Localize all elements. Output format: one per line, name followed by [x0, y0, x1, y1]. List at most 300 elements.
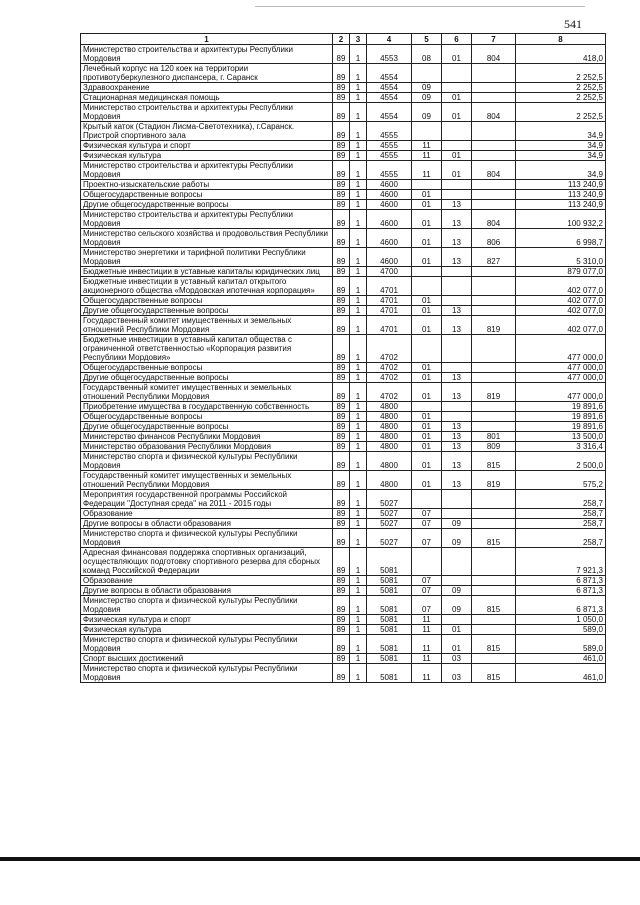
header-cell: 3 — [350, 34, 367, 45]
code-2-cell: 89 — [333, 267, 350, 277]
code-4-cell: 5027 — [367, 490, 412, 509]
code-4-cell: 4800 — [367, 452, 412, 471]
code-5-cell — [412, 180, 442, 190]
code-7-cell: 804 — [472, 103, 516, 122]
table-row — [81, 335, 606, 363]
item-name-cell: Министерство строительства и архитектуры Республики Мордовия — [81, 161, 333, 180]
amount-cell: 7 921,3 — [516, 548, 606, 576]
table-row — [81, 122, 606, 141]
code-3-cell: 1 — [350, 248, 367, 267]
code-2-cell: 89 — [333, 664, 350, 683]
code-2-cell: 89 — [333, 654, 350, 664]
code-6-cell — [442, 509, 472, 519]
code-4-cell: 5081 — [367, 596, 412, 615]
amount-cell: 6 871,3 — [516, 586, 606, 596]
code-2-cell: 89 — [333, 229, 350, 248]
table-header-row — [81, 34, 606, 45]
table-row — [81, 161, 606, 180]
amount-cell: 402 077,0 — [516, 296, 606, 306]
code-2-cell: 89 — [333, 45, 350, 64]
code-6-cell — [442, 267, 472, 277]
table-row — [81, 596, 606, 615]
code-7-cell — [472, 296, 516, 306]
code-7-cell: 804 — [472, 45, 516, 64]
code-5-cell: 11 — [412, 664, 442, 683]
code-3-cell: 1 — [350, 190, 367, 200]
code-4-cell: 4600 — [367, 248, 412, 267]
code-3-cell: 1 — [350, 490, 367, 509]
code-4-cell: 4800 — [367, 402, 412, 412]
table-row — [81, 471, 606, 490]
code-3-cell: 1 — [350, 306, 367, 316]
code-2-cell: 89 — [333, 316, 350, 335]
code-6-cell: 03 — [442, 654, 472, 664]
code-6-cell: 13 — [442, 229, 472, 248]
table-row — [81, 45, 606, 64]
item-name-cell: Проектно-изыскательские работы — [81, 180, 333, 190]
code-3-cell: 1 — [350, 412, 367, 422]
item-name-cell: Лечебный корпус на 120 коек на территории противотуберкулезного диспансера, г. Саранск — [81, 64, 333, 83]
table-row — [81, 363, 606, 373]
code-7-cell — [472, 412, 516, 422]
table-row — [81, 64, 606, 83]
amount-cell: 258,7 — [516, 519, 606, 529]
table-row — [81, 519, 606, 529]
code-2-cell: 89 — [333, 210, 350, 229]
code-7-cell: 819 — [472, 383, 516, 402]
amount-cell: 113 240,9 — [516, 200, 606, 210]
code-2-cell: 89 — [333, 296, 350, 306]
amount-cell: 100 932,2 — [516, 210, 606, 229]
code-7-cell — [472, 625, 516, 635]
code-5-cell: 01 — [412, 306, 442, 316]
code-2-cell: 89 — [333, 103, 350, 122]
item-name-cell: Мероприятия государственной программы Российской Федерации "Доступная среда" на 2011 - 2015 годы — [81, 490, 333, 509]
code-2-cell: 89 — [333, 200, 350, 210]
code-7-cell — [472, 509, 516, 519]
code-5-cell — [412, 548, 442, 576]
amount-cell: 477 000,0 — [516, 363, 606, 373]
code-7-cell — [472, 141, 516, 151]
code-4-cell: 4555 — [367, 161, 412, 180]
code-5-cell: 01 — [412, 432, 442, 442]
code-6-cell — [442, 296, 472, 306]
item-name-cell: Другие общегосударственные вопросы — [81, 422, 333, 432]
amount-cell: 2 252,5 — [516, 64, 606, 83]
amount-cell: 589,0 — [516, 635, 606, 654]
item-name-cell: Общегосударственные вопросы — [81, 412, 333, 422]
item-name-cell: Крытый каток (Стадион Лисма-Светотехника), г.Саранск. Пристрой спортивного зала — [81, 122, 333, 141]
table-row — [81, 442, 606, 452]
code-2-cell: 89 — [333, 471, 350, 490]
item-name-cell: Министерство строительства и архитектуры Республики Мордовия — [81, 103, 333, 122]
item-name-cell: Государственный комитет имущественных и земельных отношений Республики Мордовия — [81, 316, 333, 335]
code-4-cell: 5081 — [367, 576, 412, 586]
code-2-cell: 89 — [333, 452, 350, 471]
code-2-cell: 89 — [333, 519, 350, 529]
code-7-cell — [472, 93, 516, 103]
code-6-cell: 13 — [442, 471, 472, 490]
code-4-cell: 4702 — [367, 383, 412, 402]
code-4-cell: 4701 — [367, 306, 412, 316]
code-3-cell: 1 — [350, 625, 367, 635]
code-6-cell: 13 — [442, 210, 472, 229]
item-name-cell: Министерство спорта и физической культуры Республики Мордовия — [81, 664, 333, 683]
code-6-cell — [442, 277, 472, 296]
code-6-cell — [442, 490, 472, 509]
code-6-cell — [442, 412, 472, 422]
code-4-cell: 5081 — [367, 625, 412, 635]
code-5-cell: 09 — [412, 103, 442, 122]
item-name-cell: Министерство спорта и физической культуры Республики Мордовия — [81, 452, 333, 471]
code-7-cell — [472, 122, 516, 141]
code-4-cell: 5027 — [367, 529, 412, 548]
code-4-cell: 5081 — [367, 586, 412, 596]
code-7-cell — [472, 490, 516, 509]
code-4-cell: 5081 — [367, 664, 412, 683]
code-3-cell: 1 — [350, 383, 367, 402]
code-4-cell: 4800 — [367, 412, 412, 422]
code-7-cell — [472, 586, 516, 596]
amount-cell: 477 000,0 — [516, 373, 606, 383]
budget-table — [80, 33, 606, 683]
item-name-cell: Физическая культура и спорт — [81, 141, 333, 151]
code-6-cell — [442, 402, 472, 412]
code-3-cell: 1 — [350, 615, 367, 625]
code-2-cell: 89 — [333, 83, 350, 93]
amount-cell: 418,0 — [516, 45, 606, 64]
code-3-cell: 1 — [350, 200, 367, 210]
code-4-cell: 4553 — [367, 45, 412, 64]
code-7-cell — [472, 576, 516, 586]
table-row — [81, 296, 606, 306]
code-2-cell: 89 — [333, 412, 350, 422]
code-7-cell: 819 — [472, 316, 516, 335]
table-row — [81, 83, 606, 93]
table-row — [81, 548, 606, 576]
code-3-cell: 1 — [350, 161, 367, 180]
code-3-cell: 1 — [350, 471, 367, 490]
code-3-cell: 1 — [350, 122, 367, 141]
code-4-cell: 4600 — [367, 229, 412, 248]
code-2-cell: 89 — [333, 383, 350, 402]
table-row — [81, 180, 606, 190]
code-2-cell: 89 — [333, 373, 350, 383]
item-name-cell: Образование — [81, 576, 333, 586]
amount-cell: 1 050,0 — [516, 615, 606, 625]
code-2-cell: 89 — [333, 490, 350, 509]
code-3-cell: 1 — [350, 548, 367, 576]
code-6-cell: 01 — [442, 45, 472, 64]
code-6-cell — [442, 122, 472, 141]
amount-cell: 13 500,0 — [516, 432, 606, 442]
code-3-cell: 1 — [350, 586, 367, 596]
item-name-cell: Спорт высших достижений — [81, 654, 333, 664]
item-name-cell: Министерство спорта и физической культуры Республики Мордовия — [81, 596, 333, 615]
code-6-cell: 09 — [442, 596, 472, 615]
code-5-cell: 07 — [412, 596, 442, 615]
code-3-cell: 1 — [350, 103, 367, 122]
code-2-cell: 89 — [333, 122, 350, 141]
code-5-cell: 01 — [412, 210, 442, 229]
code-3-cell: 1 — [350, 363, 367, 373]
code-5-cell: 01 — [412, 296, 442, 306]
code-7-cell: 804 — [472, 161, 516, 180]
amount-cell: 5 310,0 — [516, 248, 606, 267]
code-7-cell — [472, 335, 516, 363]
code-3-cell: 1 — [350, 576, 367, 586]
amount-cell: 113 240,9 — [516, 180, 606, 190]
code-7-cell — [472, 267, 516, 277]
code-6-cell: 13 — [442, 306, 472, 316]
table-row — [81, 93, 606, 103]
code-6-cell — [442, 335, 472, 363]
code-7-cell — [472, 190, 516, 200]
code-4-cell: 4702 — [367, 373, 412, 383]
table-row — [81, 267, 606, 277]
code-6-cell — [442, 141, 472, 151]
amount-cell: 402 077,0 — [516, 277, 606, 296]
code-7-cell: 827 — [472, 248, 516, 267]
code-7-cell — [472, 422, 516, 432]
code-6-cell: 01 — [442, 103, 472, 122]
code-2-cell: 89 — [333, 277, 350, 296]
code-4-cell: 5081 — [367, 654, 412, 664]
code-5-cell: 11 — [412, 151, 442, 161]
code-5-cell: 01 — [412, 422, 442, 432]
code-3-cell: 1 — [350, 64, 367, 83]
code-7-cell: 801 — [472, 432, 516, 442]
code-4-cell: 5081 — [367, 615, 412, 625]
code-5-cell: 01 — [412, 373, 442, 383]
amount-cell: 2 252,5 — [516, 83, 606, 93]
table-row — [81, 452, 606, 471]
code-7-cell — [472, 151, 516, 161]
code-7-cell: 819 — [472, 471, 516, 490]
code-3-cell: 1 — [350, 151, 367, 161]
code-4-cell: 4800 — [367, 432, 412, 442]
item-name-cell: Министерство финансов Республики Мордовия — [81, 432, 333, 442]
amount-cell: 2 500,0 — [516, 452, 606, 471]
code-5-cell — [412, 277, 442, 296]
code-3-cell: 1 — [350, 373, 367, 383]
amount-cell: 19 891,6 — [516, 422, 606, 432]
code-5-cell: 01 — [412, 248, 442, 267]
code-2-cell: 89 — [333, 248, 350, 267]
code-7-cell — [472, 180, 516, 190]
code-4-cell: 4600 — [367, 190, 412, 200]
code-5-cell: 11 — [412, 625, 442, 635]
item-name-cell: Общегосударственные вопросы — [81, 363, 333, 373]
code-7-cell: 815 — [472, 664, 516, 683]
item-name-cell: Физическая культура — [81, 151, 333, 161]
code-3-cell: 1 — [350, 316, 367, 335]
code-2-cell: 89 — [333, 548, 350, 576]
code-4-cell: 4555 — [367, 151, 412, 161]
table-body — [81, 45, 606, 683]
code-3-cell: 1 — [350, 296, 367, 306]
table-row — [81, 141, 606, 151]
code-5-cell — [412, 335, 442, 363]
header-cell: 5 — [412, 34, 442, 45]
item-name-cell: Физическая культура — [81, 625, 333, 635]
code-4-cell: 4702 — [367, 335, 412, 363]
code-5-cell: 11 — [412, 635, 442, 654]
code-6-cell — [442, 363, 472, 373]
table-row — [81, 190, 606, 200]
code-7-cell — [472, 277, 516, 296]
table-row — [81, 625, 606, 635]
item-name-cell: Министерство строительства и архитектуры Республики Мордовия — [81, 210, 333, 229]
table-row — [81, 316, 606, 335]
item-name-cell: Другие общегосударственные вопросы — [81, 200, 333, 210]
code-7-cell — [472, 200, 516, 210]
code-6-cell — [442, 576, 472, 586]
code-2-cell: 89 — [333, 141, 350, 151]
code-5-cell: 01 — [412, 316, 442, 335]
code-6-cell: 13 — [442, 200, 472, 210]
code-4-cell: 4554 — [367, 93, 412, 103]
code-6-cell: 03 — [442, 664, 472, 683]
code-6-cell: 13 — [442, 452, 472, 471]
code-6-cell: 01 — [442, 93, 472, 103]
code-5-cell: 11 — [412, 654, 442, 664]
code-2-cell: 89 — [333, 93, 350, 103]
code-2-cell: 89 — [333, 625, 350, 635]
code-4-cell: 4800 — [367, 422, 412, 432]
amount-cell: 461,0 — [516, 664, 606, 683]
amount-cell: 34,9 — [516, 122, 606, 141]
item-name-cell: Другие общегосударственные вопросы — [81, 373, 333, 383]
code-4-cell: 5081 — [367, 548, 412, 576]
code-2-cell: 89 — [333, 190, 350, 200]
code-3-cell: 1 — [350, 335, 367, 363]
amount-cell: 113 240,9 — [516, 190, 606, 200]
table-row — [81, 210, 606, 229]
code-4-cell: 4702 — [367, 363, 412, 373]
code-4-cell: 4554 — [367, 83, 412, 93]
code-5-cell: 08 — [412, 45, 442, 64]
code-5-cell: 01 — [412, 383, 442, 402]
table-row — [81, 490, 606, 509]
code-5-cell: 07 — [412, 586, 442, 596]
item-name-cell: Бюджетные инвестиции в уставный капитал открытого акционерного общества «Мордовская ипотечная корпорация» — [81, 277, 333, 296]
item-name-cell: Приобретение имущества в государственную собственность — [81, 402, 333, 412]
code-2-cell: 89 — [333, 161, 350, 180]
item-name-cell: Министерство образования Республики Мордовия — [81, 442, 333, 452]
code-7-cell — [472, 363, 516, 373]
header-cell: 2 — [333, 34, 350, 45]
code-7-cell: 815 — [472, 635, 516, 654]
code-4-cell: 5027 — [367, 519, 412, 529]
code-3-cell: 1 — [350, 93, 367, 103]
table-row — [81, 103, 606, 122]
table-row — [81, 229, 606, 248]
code-4-cell: 4554 — [367, 103, 412, 122]
code-6-cell: 01 — [442, 151, 472, 161]
code-4-cell: 5027 — [367, 509, 412, 519]
code-3-cell: 1 — [350, 432, 367, 442]
table-row — [81, 151, 606, 161]
table-row — [81, 277, 606, 296]
code-5-cell: 07 — [412, 576, 442, 586]
amount-cell: 402 077,0 — [516, 306, 606, 316]
code-7-cell — [472, 83, 516, 93]
code-5-cell: 01 — [412, 442, 442, 452]
table-row — [81, 373, 606, 383]
code-2-cell: 89 — [333, 363, 350, 373]
code-5-cell: 01 — [412, 452, 442, 471]
item-name-cell: Общегосударственные вопросы — [81, 296, 333, 306]
item-name-cell: Общегосударственные вопросы — [81, 190, 333, 200]
code-4-cell: 4800 — [367, 471, 412, 490]
code-3-cell: 1 — [350, 83, 367, 93]
code-3-cell: 1 — [350, 402, 367, 412]
code-6-cell — [442, 180, 472, 190]
amount-cell: 258,7 — [516, 529, 606, 548]
code-4-cell: 4555 — [367, 141, 412, 151]
code-5-cell: 01 — [412, 471, 442, 490]
code-3-cell: 1 — [350, 442, 367, 452]
code-7-cell: 815 — [472, 529, 516, 548]
code-3-cell: 1 — [350, 422, 367, 432]
table-row — [81, 402, 606, 412]
code-6-cell: 01 — [442, 161, 472, 180]
code-6-cell: 13 — [442, 422, 472, 432]
code-6-cell — [442, 190, 472, 200]
code-3-cell: 1 — [350, 664, 367, 683]
code-5-cell — [412, 402, 442, 412]
code-7-cell — [472, 519, 516, 529]
code-2-cell: 89 — [333, 442, 350, 452]
amount-cell: 34,9 — [516, 141, 606, 151]
code-6-cell — [442, 83, 472, 93]
code-6-cell: 13 — [442, 442, 472, 452]
code-4-cell: 5081 — [367, 635, 412, 654]
table-row — [81, 654, 606, 664]
code-2-cell: 89 — [333, 306, 350, 316]
table-row — [81, 422, 606, 432]
code-6-cell: 09 — [442, 586, 472, 596]
item-name-cell: Бюджетные инвестиции в уставные капиталы юридических лиц — [81, 267, 333, 277]
page-number: 541 — [564, 17, 582, 31]
code-4-cell: 4701 — [367, 316, 412, 335]
amount-cell: 6 998,7 — [516, 229, 606, 248]
code-5-cell — [412, 64, 442, 83]
table-row — [81, 509, 606, 519]
amount-cell: 19 891,6 — [516, 402, 606, 412]
amount-cell: 34,9 — [516, 161, 606, 180]
item-name-cell: Министерство спорта и физической культуры Республики Мордовия — [81, 635, 333, 654]
item-name-cell: Министерство строительства и архитектуры Республики Мордовия — [81, 45, 333, 64]
header-cell: 8 — [516, 34, 606, 45]
amount-cell: 258,7 — [516, 509, 606, 519]
amount-cell: 6 871,3 — [516, 596, 606, 615]
code-4-cell: 4600 — [367, 180, 412, 190]
amount-cell: 402 077,0 — [516, 316, 606, 335]
code-5-cell — [412, 490, 442, 509]
code-5-cell: 01 — [412, 412, 442, 422]
code-3-cell: 1 — [350, 596, 367, 615]
item-name-cell: Другие вопросы в области образования — [81, 586, 333, 596]
code-5-cell: 07 — [412, 519, 442, 529]
header-cell: 1 — [81, 34, 333, 45]
item-name-cell: Министерство спорта и физической культуры Республики Мордовия — [81, 529, 333, 548]
code-3-cell: 1 — [350, 635, 367, 654]
code-5-cell: 01 — [412, 190, 442, 200]
item-name-cell: Адресная финансовая поддержка спортивных организаций, осуществляющих подготовку спортивного резерва для сборных команд Российской Федерации — [81, 548, 333, 576]
code-3-cell: 1 — [350, 529, 367, 548]
